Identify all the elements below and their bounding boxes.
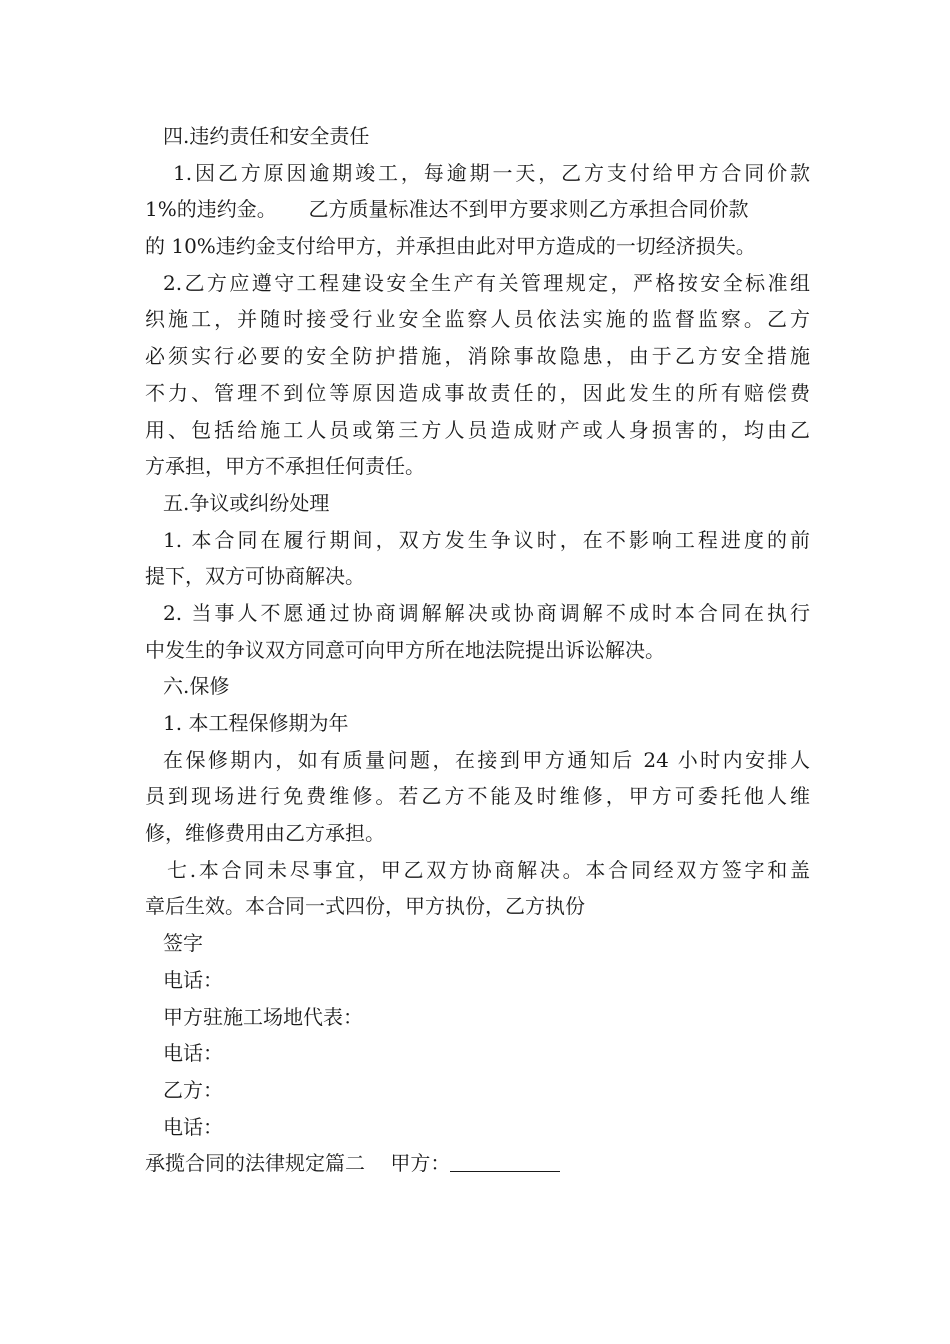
phone-label: 电话： [163,967,223,992]
next-section-line [145,1145,810,1182]
paragraph-line: 员到现场进行免费维修。若乙方不能及时维修，甲方可委托他人维 [145,784,810,809]
party-b-label: 乙方： [163,1077,223,1102]
paragraph-line: 2.乙方应遵守工程建设安全生产有关管理规定，严格按安全标准组 [163,270,810,295]
paragraph-line: 必须实行必要的安全防护措施，消除事故隐患，由于乙方安全措施 [145,344,810,369]
paragraph-line: 用、包括给施工人员或第三方人员造成财产或人身损害的，均由乙 [145,417,810,442]
paragraph-line: 1%的违约金。 乙方质量标准达不到甲方要求则乙方承担合同价款 [145,197,749,222]
paragraph-line: 章后生效。本合同一式四份，甲方执份，乙方执份 [145,894,585,919]
paragraph-line: 织施工，并随时接受行业安全监察人员依法实施的监督监察。乙方 [145,307,810,332]
next-section-title: 承揽合同的法律规定篇二 甲方： [145,1151,451,1176]
party-a-blank-line [450,1149,560,1172]
signature-label: 签字 [163,931,203,956]
paragraph-line: 在保修期内，如有质量问题，在接到甲方通知后 24 小时内安排人 [163,747,810,772]
document-page [145,118,810,1182]
phone-label: 电话： [163,1114,223,1139]
paragraph-line: 中发生的争议双方同意可向甲方所在地法院提出诉讼解决。 [145,637,665,662]
paragraph-line: 修，维修费用由乙方承担。 [145,821,385,846]
paragraph-line: 七.本合同未尽事宜，甲乙双方协商解决。本合同经双方签字和盖 [167,857,810,882]
phone-label: 电话： [163,1041,223,1066]
site-representative-label: 甲方驻施工场地代表： [163,1004,363,1029]
paragraph-line: 提下，双方可协商解决。 [145,564,365,589]
section-heading: 六.保修 [163,674,230,699]
paragraph-line: 1. 本合同在履行期间，双方发生争议时，在不影响工程进度的前 [163,527,810,552]
paragraph-line: 不力、管理不到位等原因造成事故责任的，因此发生的所有赔偿费 [145,380,810,405]
section-heading: 四.违约责任和安全责任 [163,124,370,148]
section-heading: 五.争议或纠纷处理 [163,490,330,515]
paragraph-line: 方承担，甲方不承担任何责任。 [145,454,425,479]
paragraph-line: 1. 本工程保修期为年 [163,711,349,735]
paragraph-line: 2. 当事人不愿通过协商调解解决或协商调解不成时本合同在执行 [163,600,810,625]
paragraph-line: 的 10%违约金支付给甲方，并承担由此对甲方造成的一切经济损失。 [145,234,756,259]
paragraph-line: 1.因乙方原因逾期竣工，每逾期一天，乙方支付给甲方合同价款 [173,160,810,185]
